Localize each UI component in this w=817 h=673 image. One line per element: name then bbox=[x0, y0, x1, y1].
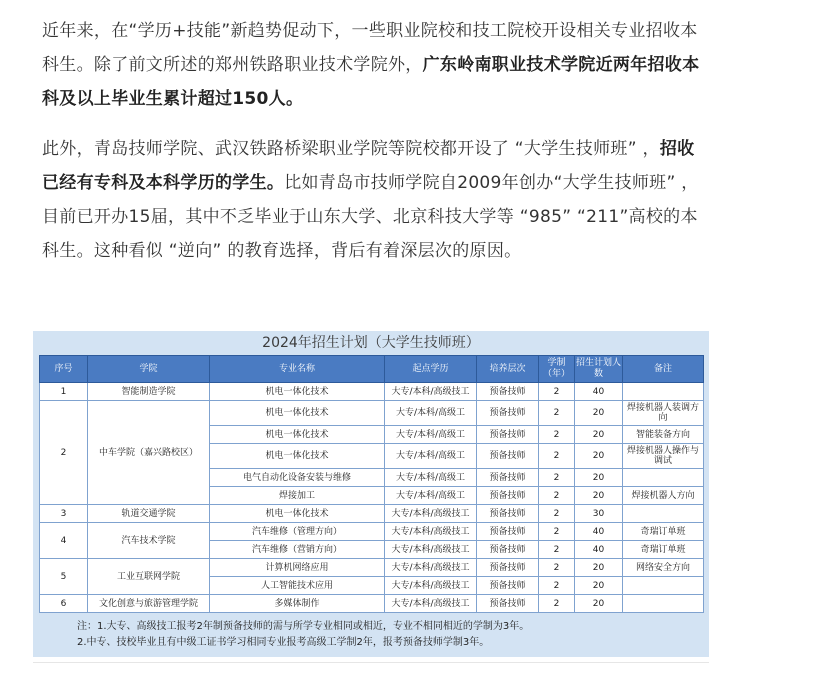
cell-years: 2 bbox=[539, 595, 575, 613]
article-body bbox=[42, 14, 707, 268]
header-remark: 备注 bbox=[623, 356, 704, 383]
cell-remark: 焊接机器人方向 bbox=[623, 487, 704, 505]
table-row bbox=[40, 383, 704, 401]
cell-edu: 大专/本科/高级工 bbox=[385, 401, 477, 426]
cell-edu: 大专/本科/高级技工 bbox=[385, 595, 477, 613]
cell-remark: 奇瑞订单班 bbox=[623, 523, 704, 541]
cell-quota: 40 bbox=[575, 523, 623, 541]
cell-college: 中车学院（嘉兴路校区） bbox=[88, 401, 210, 505]
cell-no: 3 bbox=[40, 505, 88, 523]
cell-quota: 20 bbox=[575, 577, 623, 595]
note-1: 注：1.大专、高级技工报考2年制预备技师的需与所学专业相同或相近，专业不相同相近的学制为3年。 bbox=[77, 621, 530, 632]
cell-major: 机电一体化技术 bbox=[210, 401, 385, 426]
divider bbox=[33, 662, 709, 663]
cell-major: 机电一体化技术 bbox=[210, 505, 385, 523]
cell-years: 2 bbox=[539, 444, 575, 469]
cell-quota: 20 bbox=[575, 559, 623, 577]
header-edu: 起点学历 bbox=[385, 356, 477, 383]
cell-major: 汽车维修（营销方向） bbox=[210, 541, 385, 559]
cell-quota: 20 bbox=[575, 469, 623, 487]
table-row bbox=[40, 401, 704, 426]
enrollment-plan-image bbox=[33, 331, 709, 657]
cell-major: 汽车维修（管理方向） bbox=[210, 523, 385, 541]
cell-edu: 大专/本科/高级工 bbox=[385, 444, 477, 469]
enrollment-table bbox=[39, 355, 704, 613]
cell-edu: 大专/本科/高级技工 bbox=[385, 383, 477, 401]
table-row bbox=[40, 595, 704, 613]
cell-edu: 大专/本科/高级工 bbox=[385, 487, 477, 505]
cell-quota: 40 bbox=[575, 541, 623, 559]
cell-quota: 20 bbox=[575, 595, 623, 613]
cell-years: 2 bbox=[539, 541, 575, 559]
cell-edu: 大专/本科/高级技工 bbox=[385, 505, 477, 523]
cell-edu: 大专/本科/高级工 bbox=[385, 469, 477, 487]
paragraph-2-tail: 比如青岛市技师学院自2009年创办“大学生技师班” ，目前已开办15届，其中不乏毕业于山东大学、北京科技大学等 “985” “211”高校的本科生。这种看似 “逆向” 的教育选择，背后有着深层次的原因。 bbox=[42, 173, 699, 261]
cell-years: 2 bbox=[539, 523, 575, 541]
cell-remark bbox=[623, 505, 704, 523]
table-notes bbox=[77, 619, 529, 651]
header-years: 学制（年） bbox=[539, 356, 575, 383]
cell-level: 预备技师 bbox=[477, 383, 539, 401]
cell-quota: 20 bbox=[575, 487, 623, 505]
cell-quota: 40 bbox=[575, 383, 623, 401]
cell-years: 2 bbox=[539, 401, 575, 426]
cell-remark: 焊接机器人装调方向 bbox=[623, 401, 704, 426]
cell-level: 预备技师 bbox=[477, 487, 539, 505]
cell-quota: 20 bbox=[575, 401, 623, 426]
cell-major: 焊接加工 bbox=[210, 487, 385, 505]
cell-level: 预备技师 bbox=[477, 426, 539, 444]
cell-remark bbox=[623, 383, 704, 401]
table-title: 2024年招生计划（大学生技师班） bbox=[262, 335, 480, 351]
cell-years: 2 bbox=[539, 577, 575, 595]
cell-quota: 30 bbox=[575, 505, 623, 523]
cell-college: 轨道交通学院 bbox=[88, 505, 210, 523]
table-header-row bbox=[40, 356, 704, 383]
cell-college: 文化创意与旅游管理学院 bbox=[88, 595, 210, 613]
paragraph-1-text: 近年来，在“学历+技能”新趋势促动下，一些职业院校和技工院校开设相关专业招收本科生。除了前文所述的郑州铁路职业技术学院外， bbox=[42, 21, 698, 75]
header-level: 培养层次 bbox=[477, 356, 539, 383]
cell-edu: 大专/本科/高级技工 bbox=[385, 523, 477, 541]
cell-years: 2 bbox=[539, 383, 575, 401]
cell-level: 预备技师 bbox=[477, 577, 539, 595]
paragraph-1-bold: 广东岭南职业技术学院近两年招收本科及以上毕业生累计超过150人。 bbox=[42, 55, 700, 109]
cell-years: 2 bbox=[539, 505, 575, 523]
cell-major: 机电一体化技术 bbox=[210, 383, 385, 401]
cell-major: 人工智能技术应用 bbox=[210, 577, 385, 595]
cell-remark: 焊接机器人操作与调试 bbox=[623, 444, 704, 469]
cell-college: 工业互联网学院 bbox=[88, 559, 210, 595]
cell-college: 智能制造学院 bbox=[88, 383, 210, 401]
cell-major: 机电一体化技术 bbox=[210, 426, 385, 444]
cell-remark: 网络安全方向 bbox=[623, 559, 704, 577]
cell-no: 4 bbox=[40, 523, 88, 559]
cell-major: 电气自动化设备安装与维修 bbox=[210, 469, 385, 487]
cell-no: 2 bbox=[40, 401, 88, 505]
note-2: 2.中专、技校毕业且有中级工证书学习相同专业报考高级工学制2年，报考预备技师学制3年。 bbox=[77, 637, 490, 648]
paragraph-2-bold: 招收已经有专科及本科学历的学生。 bbox=[42, 139, 695, 193]
cell-level: 预备技师 bbox=[477, 444, 539, 469]
cell-level: 预备技师 bbox=[477, 541, 539, 559]
cell-remark: 奇瑞订单班 bbox=[623, 541, 704, 559]
cell-edu: 大专/本科/高级工 bbox=[385, 426, 477, 444]
table-row bbox=[40, 559, 704, 577]
header-college: 学院 bbox=[88, 356, 210, 383]
cell-no: 1 bbox=[40, 383, 88, 401]
paragraph-2 bbox=[42, 132, 707, 268]
paragraph-1 bbox=[42, 14, 707, 116]
cell-level: 预备技师 bbox=[477, 505, 539, 523]
cell-level: 预备技师 bbox=[477, 595, 539, 613]
cell-remark: 智能装备方向 bbox=[623, 426, 704, 444]
table-row bbox=[40, 523, 704, 541]
paragraph-2-text: 此外，青岛技师学院、武汉铁路桥梁职业学院等院校都开设了 “大学生技师班” ， bbox=[42, 139, 660, 159]
cell-years: 2 bbox=[539, 487, 575, 505]
cell-years: 2 bbox=[539, 469, 575, 487]
cell-remark bbox=[623, 469, 704, 487]
cell-years: 2 bbox=[539, 559, 575, 577]
cell-level: 预备技师 bbox=[477, 523, 539, 541]
cell-quota: 20 bbox=[575, 444, 623, 469]
header-major: 专业名称 bbox=[210, 356, 385, 383]
header-no: 序号 bbox=[40, 356, 88, 383]
cell-years: 2 bbox=[539, 426, 575, 444]
table-row bbox=[40, 505, 704, 523]
cell-major: 机电一体化技术 bbox=[210, 444, 385, 469]
cell-level: 预备技师 bbox=[477, 401, 539, 426]
cell-remark bbox=[623, 595, 704, 613]
cell-level: 预备技师 bbox=[477, 559, 539, 577]
cell-remark bbox=[623, 577, 704, 595]
cell-level: 预备技师 bbox=[477, 469, 539, 487]
cell-no: 5 bbox=[40, 559, 88, 595]
cell-college: 汽车技术学院 bbox=[88, 523, 210, 559]
cell-edu: 大专/本科/高级技工 bbox=[385, 541, 477, 559]
header-quota: 招生计划人数 bbox=[575, 356, 623, 383]
cell-major: 计算机网络应用 bbox=[210, 559, 385, 577]
cell-major: 多媒体制作 bbox=[210, 595, 385, 613]
cell-no: 6 bbox=[40, 595, 88, 613]
cell-edu: 大专/本科/高级技工 bbox=[385, 559, 477, 577]
cell-quota: 20 bbox=[575, 426, 623, 444]
cell-edu: 大专/本科/高级技工 bbox=[385, 577, 477, 595]
